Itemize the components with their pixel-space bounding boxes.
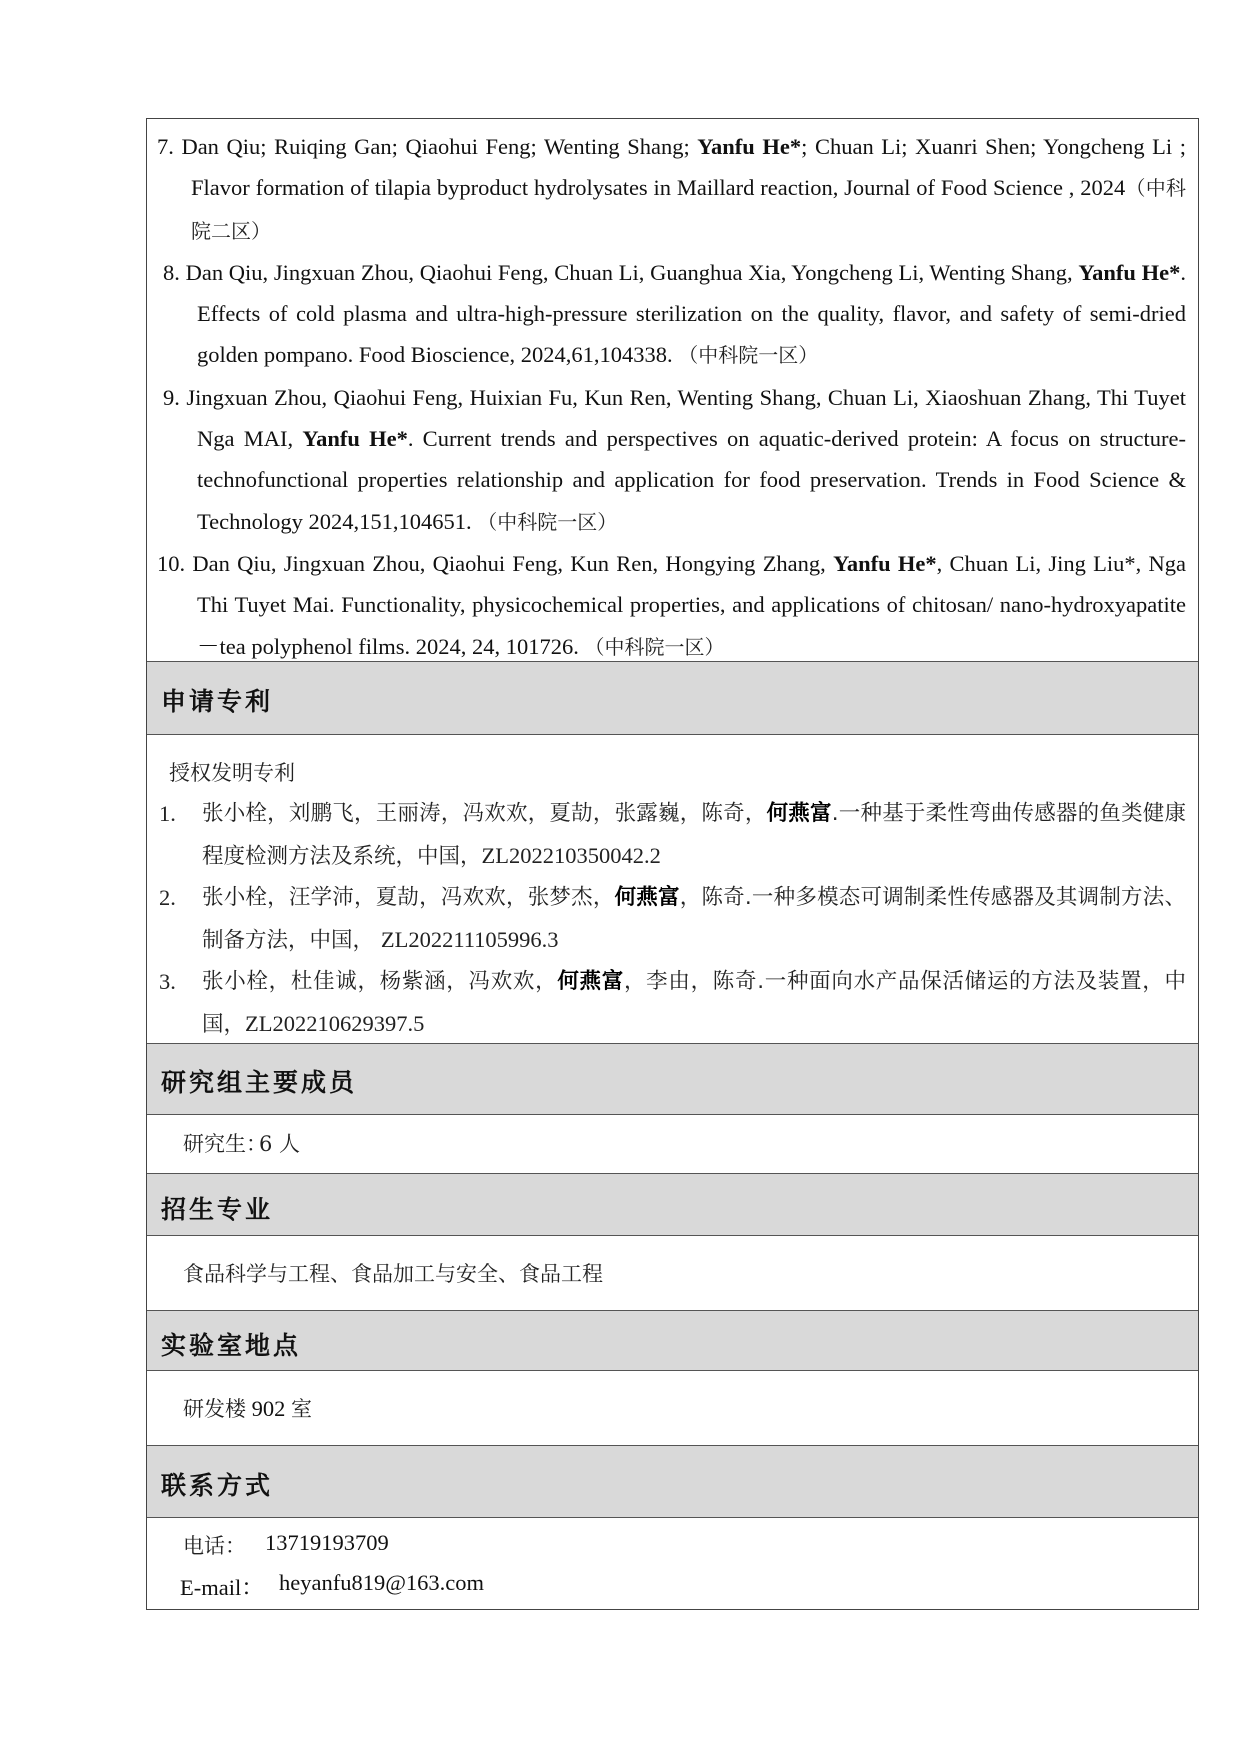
patent-title: ，李由，陈奇.一种面向水产品保活储运的方法及装置，中国， <box>202 969 1186 1037</box>
publication-details: . Current trends and perspectives on aquatic-derived protein: A focus on structure-technofunctional properties relationship and application for food preservation. Trends in Food Science & Technology 2024,151,104651. <box>197 426 1187 534</box>
lab-room-suffix: 室 <box>291 1397 312 1421</box>
patent-author-highlight: 何燕富 <box>614 885 680 910</box>
patent-item <box>147 877 1198 961</box>
patent-number: 3. <box>159 969 176 994</box>
corresponding-author: Yanfu He* <box>302 426 408 452</box>
publication-number: 9. <box>163 384 180 410</box>
journal-rank: （中科院二区） <box>191 176 1186 243</box>
members-count: 6 人 <box>259 1132 301 1156</box>
phone-number: 13719193709 <box>265 1530 389 1555</box>
publication-number: 8. <box>163 259 180 285</box>
contact-cell <box>147 1517 1198 1609</box>
contact-title: 联系方式 <box>161 1471 274 1500</box>
patent-id: ZL202210350042.2 <box>481 842 661 868</box>
patents-subtitle: 授权发明专利 <box>169 761 295 785</box>
majors-list: 食品科学与工程、食品加工与安全、食品工程 <box>183 1262 603 1286</box>
patents-header <box>147 661 1198 734</box>
journal-rank: （中科院一区） <box>477 509 618 534</box>
lab-location <box>183 1393 312 1423</box>
patents-title: 申请专利 <box>161 687 274 716</box>
patent-author-highlight: 何燕富 <box>557 969 624 994</box>
email-address[interactable]: heyanfu819@163.com <box>279 1570 485 1595</box>
lab-title: 实验室地点 <box>161 1331 302 1360</box>
publication-details: . Effects of cold plasma and ultra-high-pressure sterilization on the quality, flavor, and safety of semi-dried golden pompano. Food Bioscience, 2024,61,104338. <box>197 259 1186 368</box>
majors-cell <box>147 1235 1198 1310</box>
profile-table <box>146 118 1199 1610</box>
patents-cell <box>147 734 1198 1043</box>
lab-building: 研发楼 <box>183 1397 246 1421</box>
patent-authors: 张小栓，杜佳诚，杨紫涵，冯欢欢， <box>202 969 558 994</box>
publication-item <box>147 252 1198 377</box>
patent-title: .一种基于柔性弯曲传感器的鱼类健康程度检测方法及系统，中国， <box>202 801 1186 869</box>
publication-details: , Chuan Li, Jing Liu*, Nga Thi Tuyet Mai. Functionality, physicochemical properties, and applications of chitosan/ nano-hydroxyapatite－tea polyphenol films. 2024, 24, 101726. <box>197 550 1187 659</box>
patent-number: 2. <box>159 885 176 910</box>
publication-details: ; Chuan Li; Xuanri Shen; Yongcheng Li ; Flavor formation of tilapia byproduct hydrolysates in Maillard reaction, Journal of Food Science , 2024 <box>191 134 1186 201</box>
patent-title: ，陈奇.一种多模态可调制柔性传感器及其调制方法、制备方法，中国， <box>202 885 1186 953</box>
publication-number: 7. <box>157 134 174 159</box>
patent-author-highlight: 何燕富 <box>766 801 832 826</box>
publication-item <box>147 377 1198 543</box>
patent-id: ZL202211105996.3 <box>380 926 559 952</box>
patent-authors: 张小栓，汪学沛，夏劼，冯欢欢，张梦杰， <box>202 885 615 910</box>
publication-authors: Dan Qiu, Jingxuan Zhou, Qiaohui Feng, Kun Ren, Hongying Zhang, <box>185 550 834 576</box>
journal-rank: （中科院一区） <box>584 634 725 659</box>
patent-id: ZL202210629397.5 <box>245 1010 425 1036</box>
phone-label: 电话： <box>183 1534 246 1558</box>
majors-title: 招生专业 <box>161 1195 274 1224</box>
members-label: 研究生： <box>183 1132 267 1156</box>
corresponding-author: Yanfu He* <box>1078 259 1181 285</box>
publication-authors: Dan Qiu, Jingxuan Zhou, Qiaohui Feng, Chuan Li, Guanghua Xia, Yongcheng Li, Wenting Shang, <box>179 259 1079 285</box>
lab-room-number: 902 <box>246 1396 291 1421</box>
publication-item <box>147 126 1198 252</box>
members-title: 研究组主要成员 <box>161 1068 358 1097</box>
contact-header <box>147 1445 1198 1517</box>
patent-authors: 张小栓，刘鹏飞，王丽涛，冯欢欢，夏劼，张露巍，陈奇， <box>202 801 767 826</box>
members-header <box>147 1043 1198 1114</box>
lab-header <box>147 1310 1198 1370</box>
publications-cell <box>147 119 1198 661</box>
patent-item <box>147 961 1198 1045</box>
patent-number: 1. <box>159 801 176 826</box>
lab-cell <box>147 1370 1198 1445</box>
journal-rank: （中科院一区） <box>678 343 819 368</box>
majors-header <box>147 1173 1198 1235</box>
patent-item <box>147 793 1198 877</box>
email-label: E-mail： <box>180 1575 264 1600</box>
publication-number: 10. <box>157 550 186 576</box>
publication-authors: Jingxuan Zhou, Qiaohui Feng, Huixian Fu, Kun Ren, Wenting Shang, Chuan Li, Xiaoshuan Zhang, Thi Tuyet Nga MAI, <box>179 384 1186 452</box>
publication-item <box>147 543 1198 668</box>
corresponding-author: Yanfu He* <box>697 134 802 159</box>
members-cell <box>147 1114 1198 1173</box>
corresponding-author: Yanfu He* <box>833 550 937 576</box>
publication-authors: Dan Qiu; Ruiqing Gan; Qiaohui Feng; Wenting Shang; <box>173 134 698 159</box>
